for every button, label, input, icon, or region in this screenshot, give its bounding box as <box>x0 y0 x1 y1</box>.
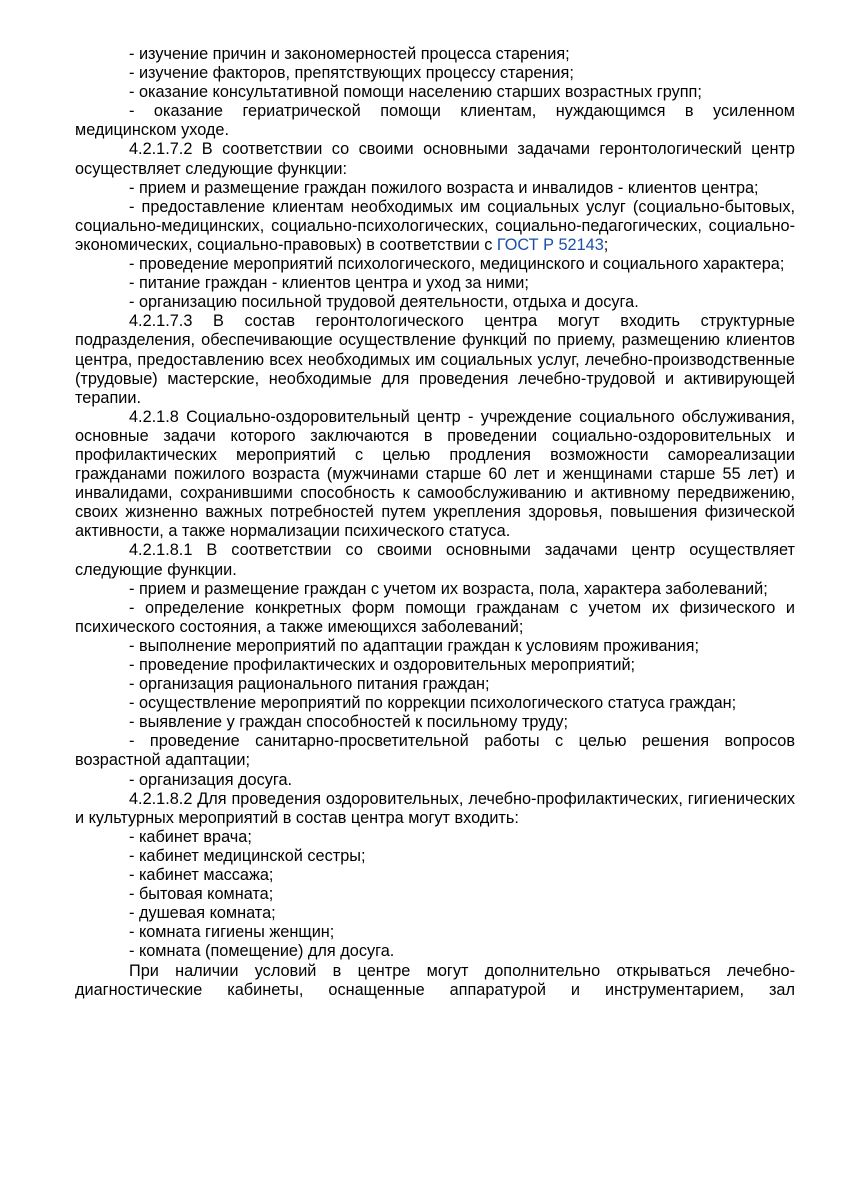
list-item: - организацию посильной трудовой деятельности, отдыха и досуга. <box>129 293 639 312</box>
list-item: - организация досуга. <box>129 770 293 789</box>
list-item: - проведение мероприятий психологического, медицинского и социального характера; <box>129 255 785 274</box>
list-item: - выполнение мероприятий по адаптации граждан к условиям проживания; <box>129 636 699 655</box>
list-item: - комната (помещение) для досуга. <box>129 942 395 961</box>
clause-4-2-1-8-1: 4.2.1.8.1 В соответствии со своими основными задачами центр осуществляет следующие функции. <box>75 541 795 579</box>
gost-link[interactable]: ГОСТ Р 52143 <box>496 235 604 254</box>
clause-4-2-1-7-2: 4.2.1.7.2 В соответствии со своими основными задачами геронтологический центр осуществляет следующие функции: <box>75 140 795 178</box>
clause-4-2-1-8: 4.2.1.8 Социально-оздоровительный центр - учреждение социального обслуживания, основные задачи которого заключаются в проведении социально-оздоровительных и профилактических мероприятий с целью продления возможности самореализации гражданами пожилого возраста (мужчинами старше 60 лет и женщинами старше 55 лет) и инвалидами, сохранившими способность к самообслуживанию и активному передвижению, своих жизненно важных потребностей путем укрепления здоровья, повышения физической активности, а также нормализации психического статуса. <box>75 407 795 541</box>
list-item: - кабинет врача; <box>129 827 252 846</box>
list-item: - кабинет медицинской сестры; <box>129 846 366 865</box>
list-item: - изучение причин и закономерностей процесса старения; <box>129 45 570 63</box>
list-item: - питание граждан - клиентов центра и уход за ними; <box>129 274 529 293</box>
list-item: - кабинет массажа; <box>129 866 274 885</box>
clause-4-2-1-8-2: 4.2.1.8.2 Для проведения оздоровительных, лечебно-профилактических, гигиенических и культурных мероприятий в состав центра могут входить: <box>75 789 795 827</box>
list-item: - прием и размещение граждан пожилого возраста и инвалидов - клиентов центра; <box>129 178 759 197</box>
list-item: - прием и размещение граждан с учетом их возраста, пола, характера заболеваний; <box>129 579 768 598</box>
list-item: - изучение факторов, препятствующих процессу старения; <box>129 64 574 83</box>
list-item: - проведение санитарно-просветительной работы с целью решения вопросов возрастной адаптации; <box>75 732 795 770</box>
list-item: - оказание гериатрической помощи клиентам, нуждающимся в усиленном медицинском уходе. <box>75 102 795 140</box>
list-item: - оказание консультативной помощи населению старших возрастных групп; <box>129 83 702 102</box>
document-page <box>75 45 795 1000</box>
list-item: - осуществление мероприятий по коррекции психологического статуса граждан; <box>129 694 737 713</box>
clause-4-2-1-7-3: 4.2.1.7.3 В состав геронтологического центра могут входить структурные подразделения, обеспечивающие осуществление функций по приему, размещению клиентов центра, предоставлению всех необходимых им социальных услуг, лечебно-производственные (трудовые) мастерские, необходимые для проведения лечебно-трудовой и активирующей терапии. <box>75 312 795 407</box>
list-item: - душевая комната; <box>129 904 276 923</box>
list-item: - выявление у граждан способностей к посильному труду; <box>129 713 569 732</box>
list-item: - бытовая комната; <box>129 885 274 904</box>
list-item-text: - предоставление клиентам необходимых им социальных услуг (социально-бытовых, социально-медицинских, социально-психологических, социально-педагогических, социально-экономических, социально-правовых) в соответствии с <box>75 197 795 254</box>
list-item: - организация рационального питания граждан; <box>129 675 490 694</box>
list-item-text: ; <box>603 235 609 254</box>
list-item: - определение конкретных форм помощи гражданам с учетом их физического и психического состояния, а также имеющихся заболеваний; <box>75 598 795 636</box>
list-item: - проведение профилактических и оздоровительных мероприятий; <box>129 656 636 674</box>
closing-paragraph: При наличии условий в центре могут дополнительно открываться лечебно-диагностические кабинеты, оснащенные аппаратурой и инструментарием, зал <box>75 961 795 999</box>
list-item-with-link <box>75 198 795 255</box>
list-item: - комната гигиены женщин; <box>129 923 335 942</box>
